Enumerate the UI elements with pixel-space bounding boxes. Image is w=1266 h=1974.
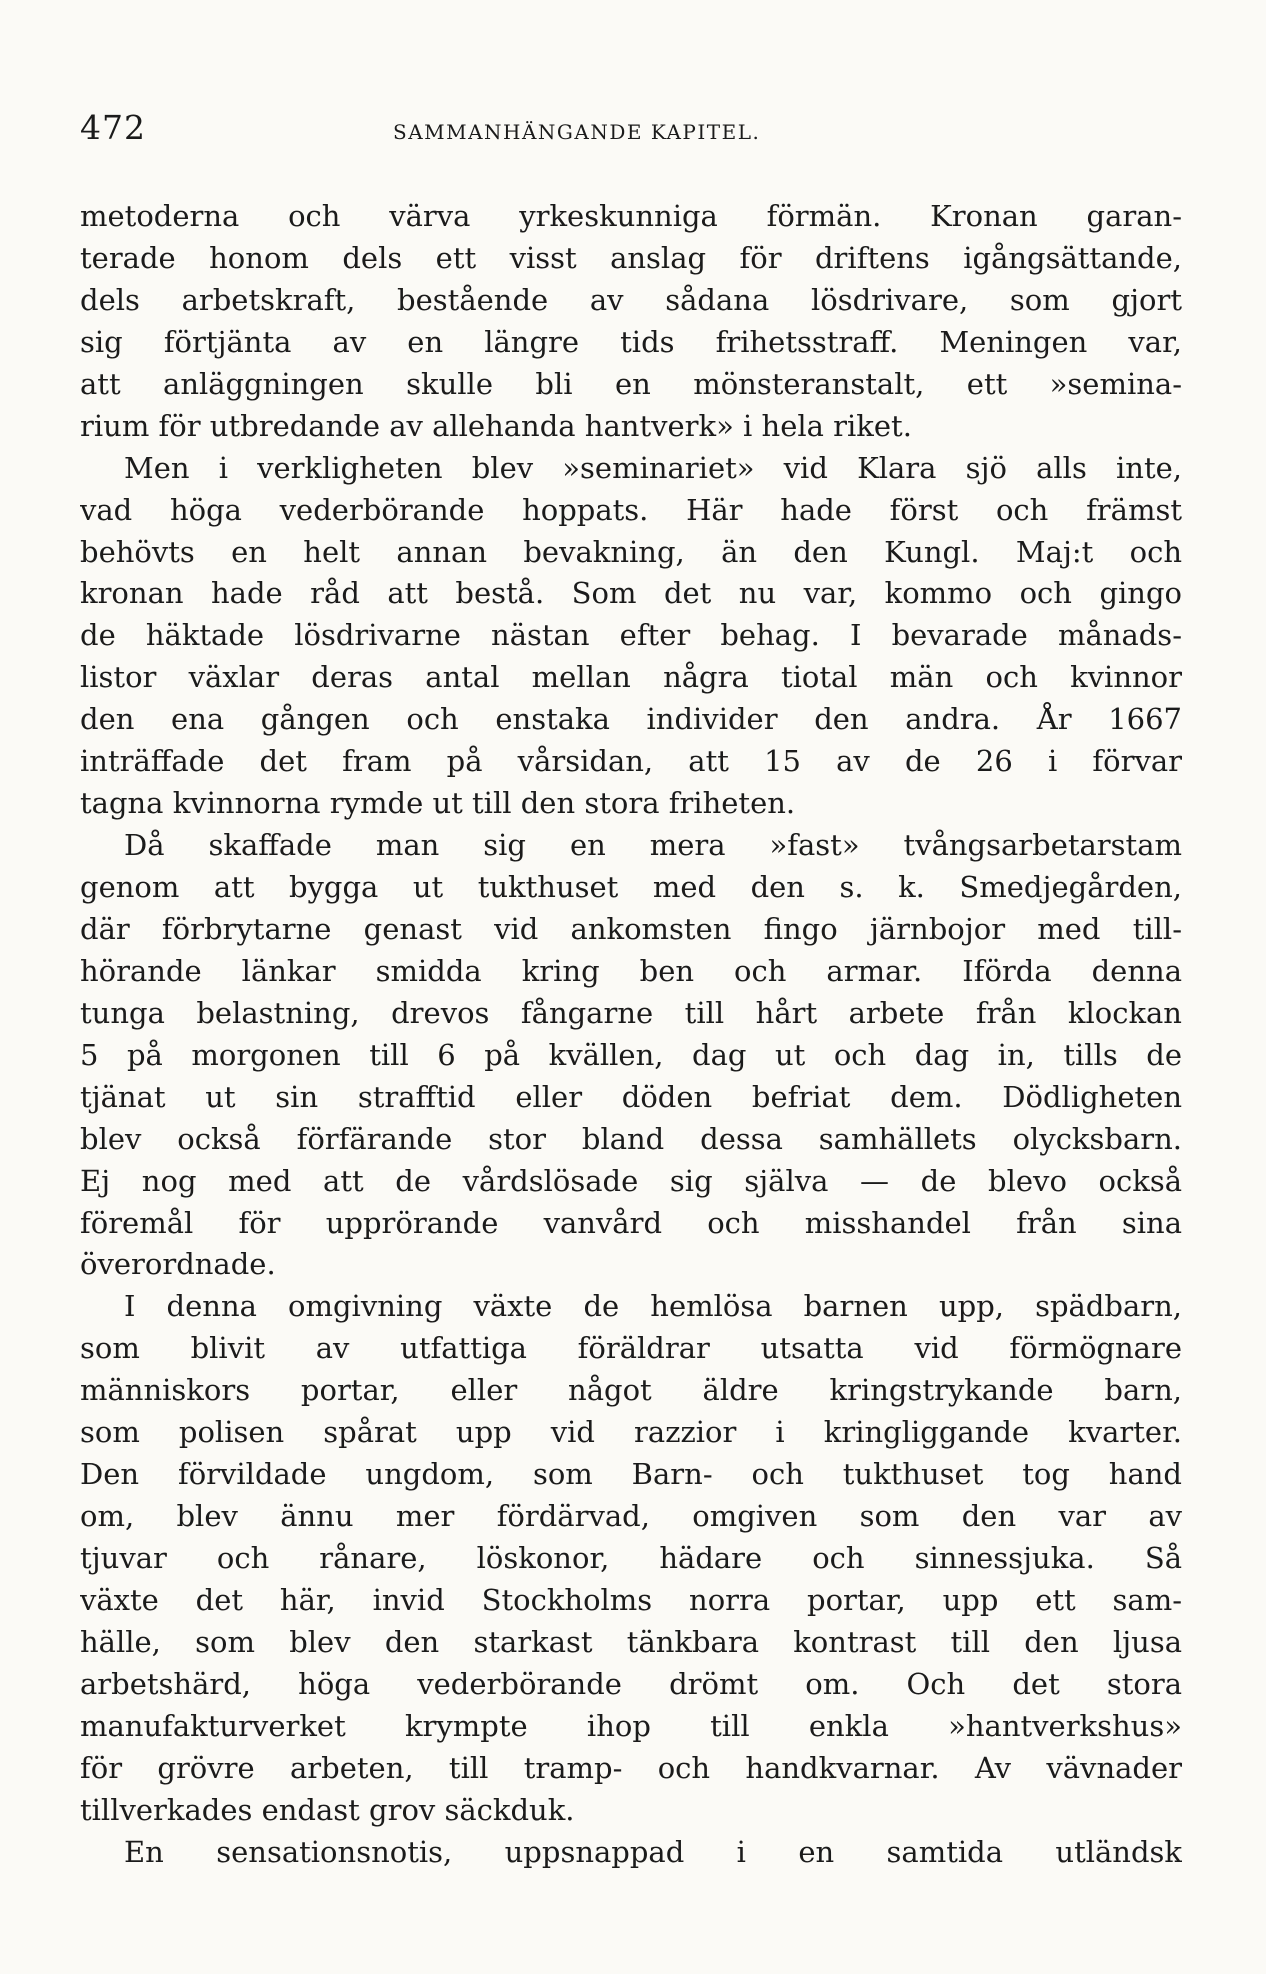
text-line: blev också förfärande stor bland dessa samhällets olycksbarn. xyxy=(80,1121,1182,1156)
chapter-title: SAMMANHÄNGANDE KAPITEL. xyxy=(393,120,761,144)
body-text xyxy=(80,196,1182,1874)
text-line: sig förtjänta av en längre tids frihetsstraff. Meningen var, xyxy=(80,324,1182,359)
text-line: tjänat ut sin strafftid eller döden befriat dem. Dödligheten xyxy=(80,1079,1182,1114)
text-line: växte det här, invid Stockholms norra portar, upp ett sam- xyxy=(80,1582,1182,1617)
text-line: 5 på morgonen till 6 på kvällen, dag ut och dag in, tills de xyxy=(80,1037,1182,1072)
text-line: Då skaffade man sig en mera »fast» tvångsarbetarstam xyxy=(124,828,1182,863)
text-line: listor växlar deras antal mellan några tiotal män och kvinnor xyxy=(80,660,1182,695)
text-line: människors portar, eller något äldre kringstrykande barn, xyxy=(80,1373,1182,1408)
text-line: för grövre arbeten, till tramp- och handkvarnar. Av vävnader xyxy=(80,1750,1182,1785)
text-line: manufakturverket krympte ihop till enkla »hantverkshus» xyxy=(80,1708,1182,1743)
text-line: där förbrytarne genast vid ankomsten fingo järnbojor med till- xyxy=(80,911,1182,946)
text-line: vad höga vederbörande hoppats. Här hade först och främst xyxy=(80,492,1182,527)
text-line: hörande länkar smidda kring ben och armar. Iförda denna xyxy=(80,953,1182,988)
text-line: Den förvildade ungdom, som Barn- och tukthuset tog hand xyxy=(80,1457,1182,1492)
text-line: terade honom dels ett visst anslag för driftens igångsättande, xyxy=(80,240,1182,275)
text-line: som polisen spårat upp vid razzior i kringliggande kvarter. xyxy=(80,1415,1182,1450)
running-head xyxy=(80,108,1180,156)
text-line: behövts en helt annan bevakning, än den Kungl. Maj:t och xyxy=(80,534,1182,569)
text-line: Men i verkligheten blev »seminariet» vid Klara sjö alls inte, xyxy=(124,450,1182,485)
text-line: I denna omgivning växte de hemlösa barnen upp, spädbarn, xyxy=(124,1289,1182,1324)
text-line: hälle, som blev den starkast tänkbara kontrast till den ljusa xyxy=(80,1624,1182,1659)
text-line: tunga belastning, drevos fångarne till hårt arbete från klockan xyxy=(80,995,1182,1030)
text-line: den ena gången och enstaka individer den andra. År 1667 xyxy=(80,702,1182,737)
text-line: metoderna och värva yrkeskunniga förmän. Kronan garan- xyxy=(80,199,1182,233)
text-line: om, blev ännu mer fördärvad, omgiven som den var av xyxy=(80,1499,1182,1534)
text-line: arbetshärd, höga vederbörande drömt om. Och det stora xyxy=(80,1666,1182,1701)
text-line: som blivit av utfattiga föräldrar utsatta vid förmögnare xyxy=(80,1331,1182,1366)
text-line: kronan hade råd att bestå. Som det nu var, kommo och gingo xyxy=(80,576,1182,611)
text-line: överordnade. xyxy=(80,1247,276,1282)
text-line: föremål för upprörande vanvård och misshandel från sina xyxy=(80,1205,1182,1240)
text-line: de häktade lösdrivarne nästan efter behag. I bevarade månads- xyxy=(80,618,1182,653)
text-line: tagna kvinnorna rymde ut till den stora friheten. xyxy=(80,786,796,821)
text-line: att anläggningen skulle bli en mönsteranstalt, ett »semina- xyxy=(80,366,1182,401)
page-number: 472 xyxy=(80,108,146,147)
text-line: inträffade det fram på vårsidan, att 15 av de 26 i förvar xyxy=(80,744,1182,779)
text-line: En sensationsnotis, uppsnappad i en samtida utländsk xyxy=(124,1834,1182,1869)
text-line: Ej nog med att de vårdslösade sig själva — de blevo också xyxy=(80,1163,1182,1198)
text-line: rium för utbredande av allehanda hantverk» i hela riket. xyxy=(80,408,912,443)
text-line: dels arbetskraft, bestående av sådana lösdrivare, som gjort xyxy=(80,282,1182,317)
text-line: tjuvar och rånare, löskonor, hädare och sinnessjuka. Så xyxy=(80,1541,1182,1575)
text-line: tillverkades endast grov säckduk. xyxy=(80,1792,575,1827)
text-line: genom att bygga ut tukthuset med den s. k. Smedjegården, xyxy=(80,870,1182,904)
